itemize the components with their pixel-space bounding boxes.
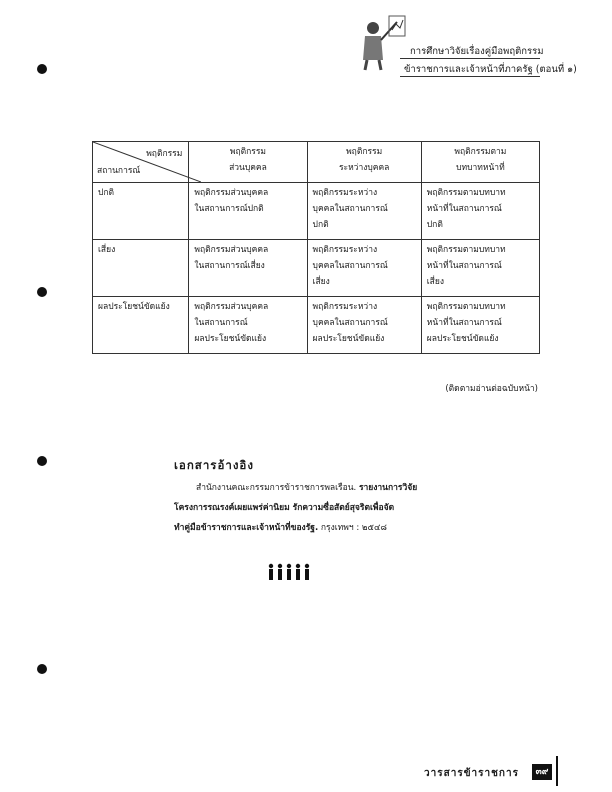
- binder-hole-4: [37, 664, 47, 674]
- column-header-interpersonal: พฤติกรรม ระหว่างบุคคล: [307, 142, 421, 183]
- table-row: [93, 183, 540, 240]
- row-label-conflict-of-interest: ผลประโยชน์ขัดแย้ง: [93, 297, 189, 354]
- table-cell: พฤติกรรมระหว่าง บุคคลในสถานการณ์ ผลประโยชน์ขัดแย้ง: [307, 297, 421, 354]
- reference-entry: [174, 478, 474, 538]
- table-cell: พฤติกรรมระหว่าง บุคคลในสถานการณ์ ปกติ: [307, 183, 421, 240]
- table-corner-cell: [93, 142, 189, 183]
- page-number: ๓๙: [532, 764, 552, 780]
- table-cell: พฤติกรรมระหว่าง บุคคลในสถานการณ์ เสี่ยง: [307, 240, 421, 297]
- header-illustration-icon: [353, 14, 407, 72]
- table-cell: พฤติกรรมส่วนบุคคล ในสถานการณ์ ผลประโยชน์ขัดแย้ง: [189, 297, 307, 354]
- table-row: [93, 297, 540, 354]
- column-header-role: พฤติกรรมตาม บทบาทหน้าที่: [421, 142, 539, 183]
- behavior-situation-table: [92, 141, 540, 354]
- table-cell: พฤติกรรมตามบทบาท หน้าที่ในสถานการณ์ ผลประโยชน์ขัดแย้ง: [421, 297, 539, 354]
- binder-hole-3: [37, 456, 47, 466]
- table-cell: พฤติกรรมตามบทบาท หน้าที่ในสถานการณ์ ปกติ: [421, 183, 539, 240]
- header-title-line2: ข้าราชการและเจ้าหน้าที่ภาครัฐ (ตอนที่ ๑): [404, 64, 577, 75]
- binder-hole-1: [37, 64, 47, 74]
- reference-line-1: สำนักงานคณะกรรมการข้าราชการพลเรือน. รายงานการวิจัย: [196, 483, 418, 493]
- table-row: [93, 240, 540, 297]
- reference-heading: เอกสารอ้างอิง: [174, 458, 254, 472]
- binder-hole-2: [37, 287, 47, 297]
- corner-label-situation: สถานการณ์: [97, 166, 141, 176]
- reference-line-3: ทำคู่มือข้าราชการและเจ้าหน้าที่ของรัฐ. กรุงเทพฯ : ๒๕๔๘: [174, 523, 387, 533]
- table-cell: พฤติกรรมส่วนบุคคล ในสถานการณ์ปกติ: [189, 183, 307, 240]
- header-rule-2: [400, 76, 540, 77]
- row-label-risk: เสี่ยง: [93, 240, 189, 297]
- header-title-line1: การศึกษาวิจัยเรื่องคู่มือพฤติกรรม: [410, 46, 544, 57]
- header-rule: [400, 58, 540, 59]
- corner-label-behavior: พฤติกรรม: [146, 149, 183, 159]
- table-cell: พฤติกรรมตามบทบาท หน้าที่ในสถานการณ์ เสี่ยง: [421, 240, 539, 297]
- row-label-normal: ปกติ: [93, 183, 189, 240]
- footer-bar: [556, 756, 558, 786]
- table-header-row: [93, 142, 540, 183]
- reference-line-2: โครงการรณรงค์เผยแพร่ค่านิยม รักความซื่อสัตย์สุจริตเพื่อจัด: [174, 503, 395, 513]
- people-ornament-icon: [266, 563, 312, 581]
- table-cell: พฤติกรรมส่วนบุคคล ในสถานการณ์เสี่ยง: [189, 240, 307, 297]
- continued-note: (ติดตามอ่านต่อฉบับหน้า): [445, 384, 538, 394]
- journal-name: วารสารข้าราชการ: [424, 768, 519, 779]
- column-header-personal: พฤติกรรม ส่วนบุคคล: [189, 142, 307, 183]
